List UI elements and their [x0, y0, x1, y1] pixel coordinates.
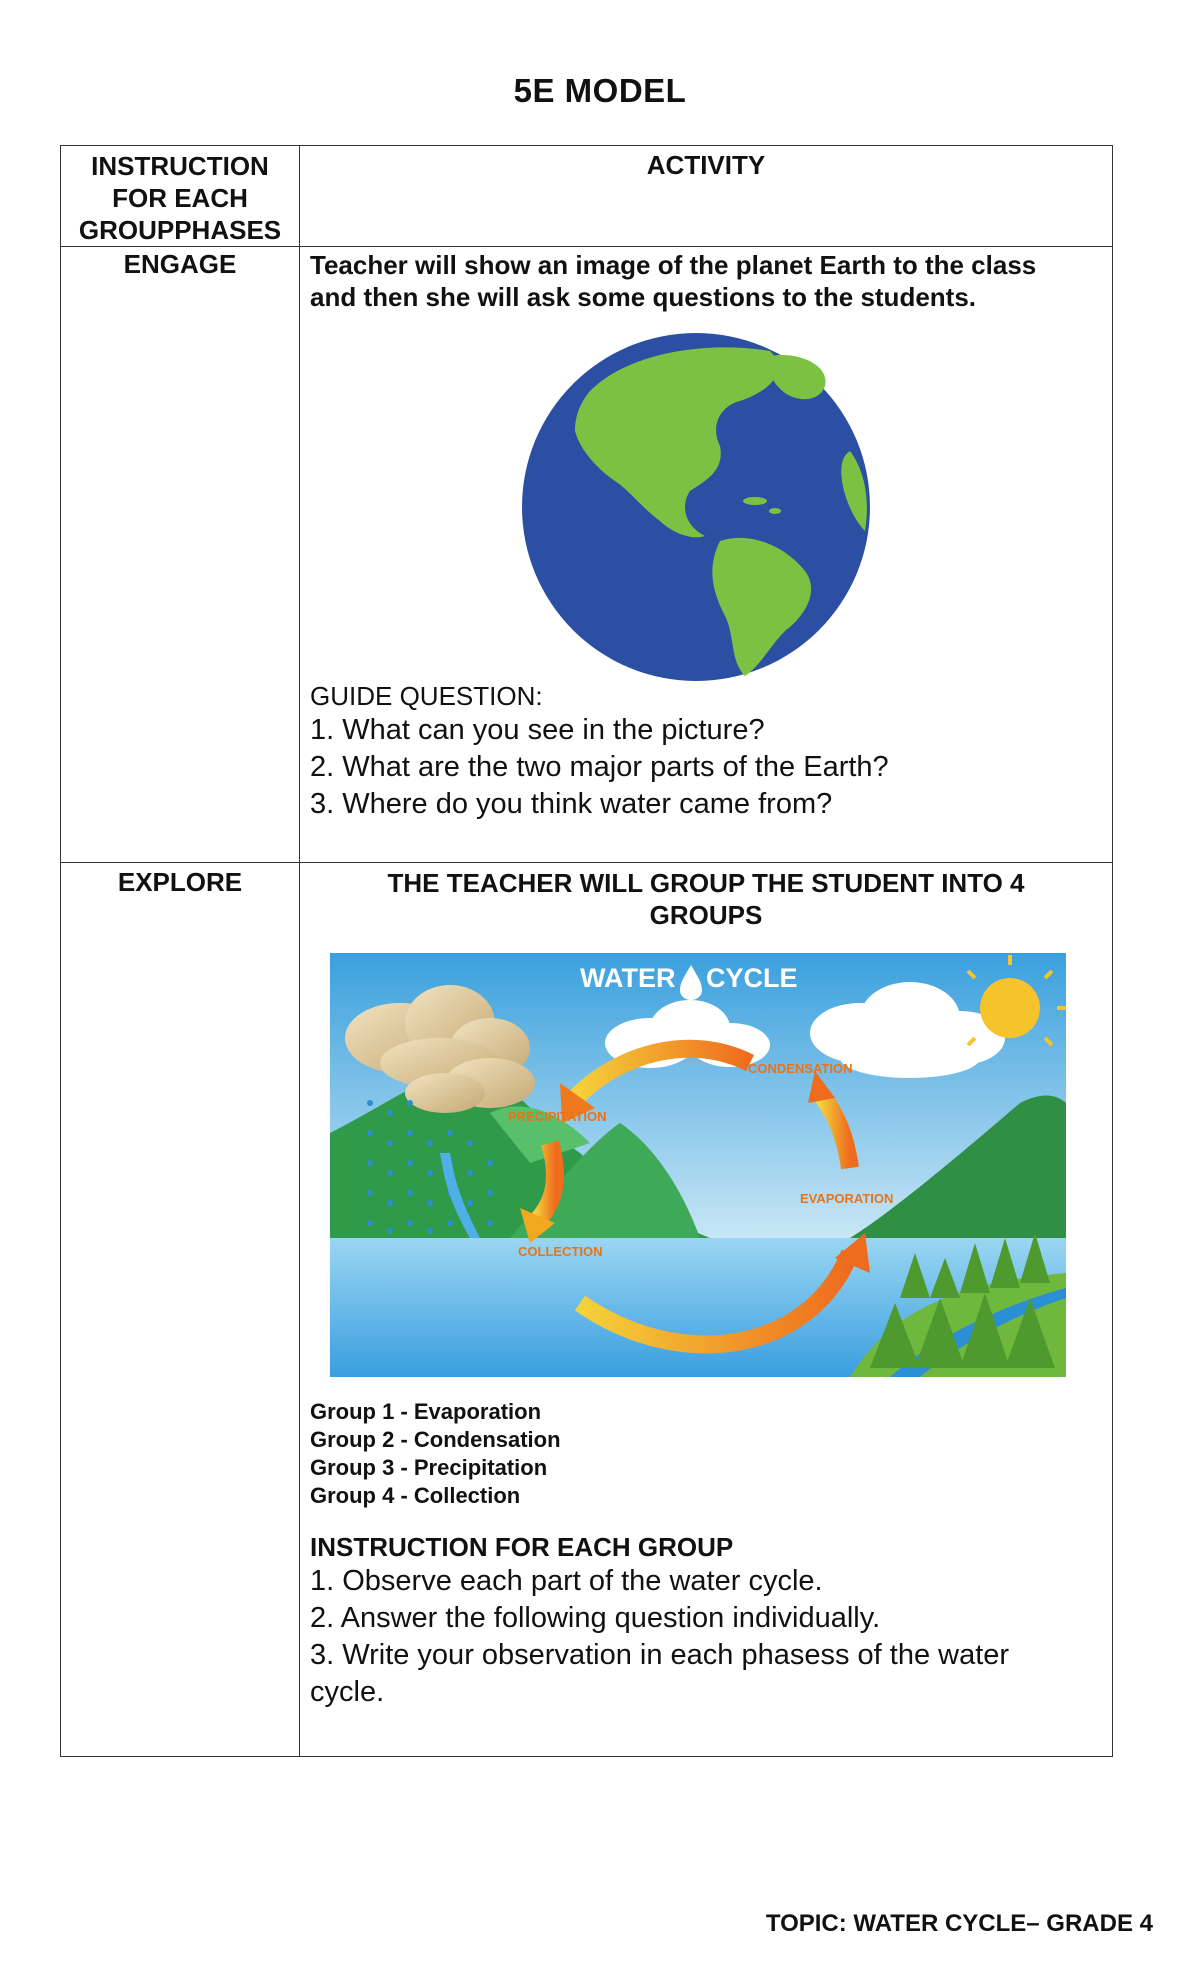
activity-heading: ACTIVITY — [646, 150, 766, 180]
header-line: INSTRUCTION — [91, 151, 269, 181]
instruction-title: INSTRUCTION FOR EACH GROUP — [310, 1532, 734, 1562]
engage-intro-line: and then she will ask some questions to the students. — [310, 282, 977, 312]
header-cell-phases — [61, 146, 300, 247]
engage-label: ENGAGE — [123, 249, 237, 279]
explore-activity-cell — [300, 863, 1113, 1757]
page-footer-topic: TOPIC: WATER CYCLE– GRADE 4 — [765, 1910, 1153, 1937]
table-header-row — [61, 146, 1113, 247]
group-item: Group 4 - Collection — [310, 1483, 521, 1508]
guide-question: 1. What can you see in the picture? — [310, 714, 765, 746]
lesson-table — [60, 145, 1113, 1757]
instruction-item: 3. Write your observation in each phasess of the water — [310, 1639, 1010, 1671]
explore-intro-line: GROUPS — [649, 900, 763, 930]
instruction-item: 1. Observe each part of the water cycle. — [310, 1565, 823, 1597]
header-line: FOR EACH — [112, 183, 248, 213]
group-item: Group 1 - Evaporation — [310, 1399, 542, 1424]
guide-question: 3. Where do you think water came from? — [310, 788, 833, 820]
explore-phase-cell — [61, 863, 300, 1757]
engage-row — [61, 247, 1113, 863]
page-title: 5E MODEL — [513, 72, 687, 109]
guide-question-label: GUIDE QUESTION: — [310, 681, 543, 711]
label-collection: COLLECTION — [518, 1244, 603, 1259]
label-precipitation: PRECIPITATION — [508, 1109, 607, 1124]
earth-globe-image — [520, 331, 872, 683]
engage-phase-cell — [61, 247, 300, 863]
diagram-title-water: WATER — [580, 963, 676, 993]
engage-activity-cell — [300, 247, 1113, 863]
header-line: GROUPPHASES — [78, 215, 282, 245]
explore-label: EXPLORE — [117, 867, 243, 897]
label-evaporation: EVAPORATION — [800, 1191, 894, 1206]
instruction-item: 2. Answer the following question individually. — [310, 1602, 881, 1634]
water-cycle-diagram — [330, 953, 1066, 1377]
group-item: Group 3 - Precipitation — [310, 1455, 548, 1480]
guide-question: 2. What are the two major parts of the Earth? — [310, 751, 889, 783]
explore-row — [61, 863, 1113, 1757]
group-item: Group 2 - Condensation — [310, 1427, 561, 1452]
header-cell-activity — [300, 146, 1113, 247]
engage-intro-line: Teacher will show an image of the planet Earth to the class — [310, 250, 1037, 280]
instruction-item: cycle. — [310, 1676, 385, 1708]
label-condensation: CONDENSATION — [748, 1061, 853, 1076]
diagram-title-cycle: CYCLE — [706, 963, 798, 993]
explore-intro-line: THE TEACHER WILL GROUP THE STUDENT INTO 4 — [387, 868, 1025, 898]
